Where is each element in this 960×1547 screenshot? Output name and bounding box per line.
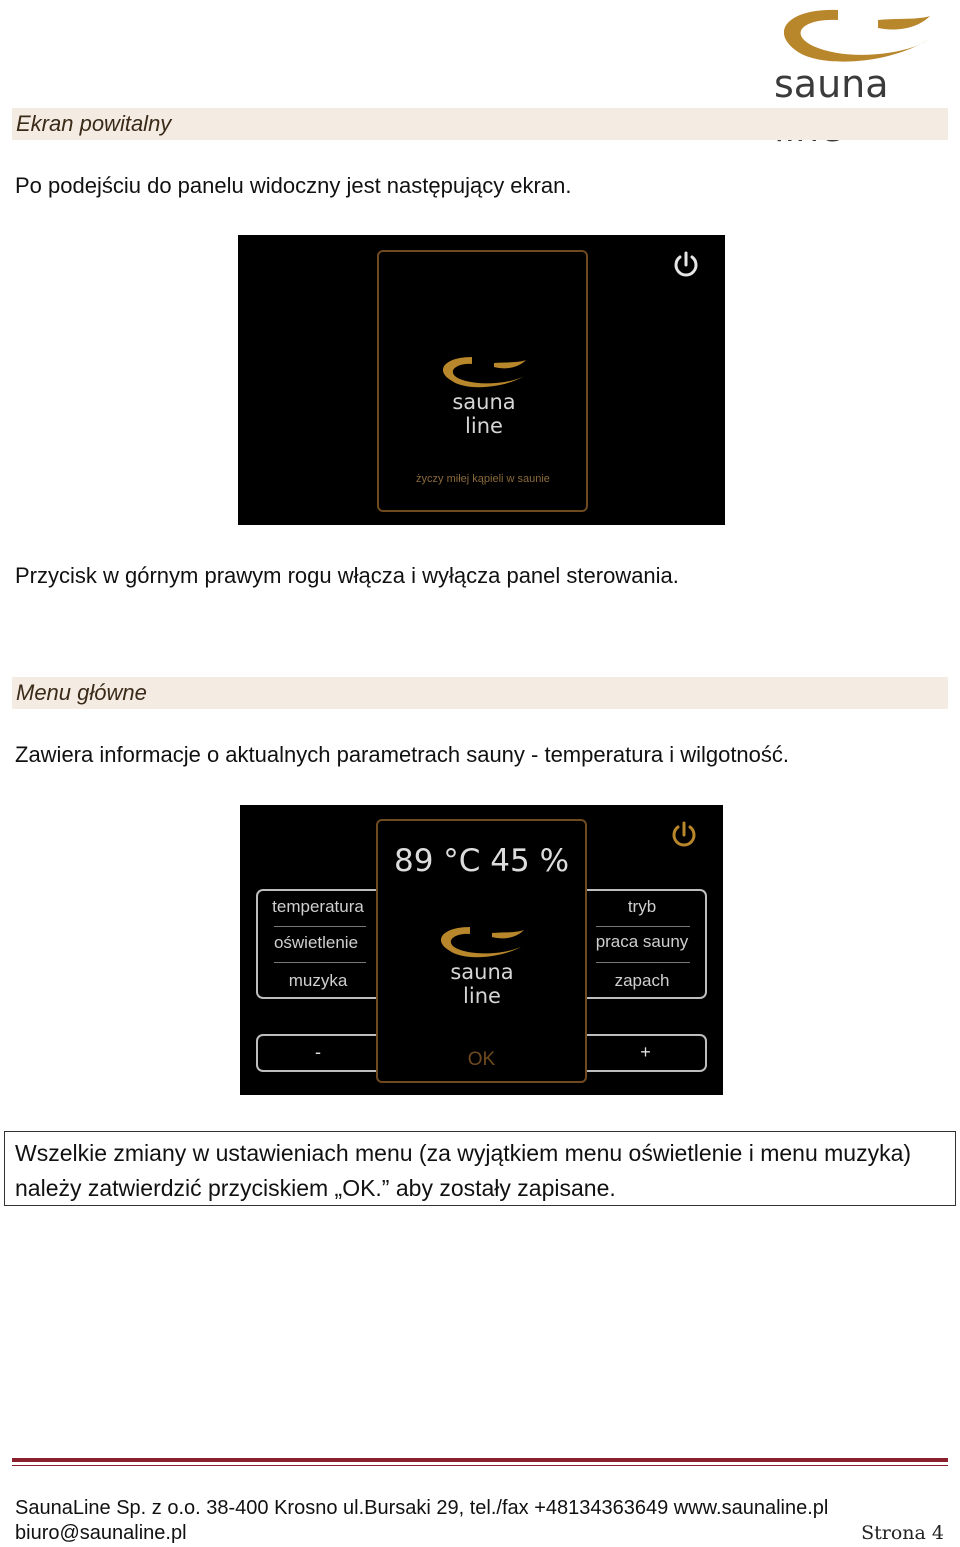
ok-button-label: OK [467, 1049, 496, 1070]
menu-item-muzyka: muzyka [288, 971, 348, 990]
menu-item-temperatura: temperatura [272, 897, 364, 916]
plus-button-label: + [640, 1042, 651, 1062]
power-icon [672, 251, 700, 279]
section-heading-welcome: Ekran powitalny [12, 108, 948, 140]
ok-confirmation-note: Wszelkie zmiany w ustawieniach menu (za wyjątkiem menu oświetlenie i menu muzyka) należy zatwierdzić przyciskiem „OK.” aby zostały zapisane. [4, 1131, 956, 1206]
screen-brand-text: sauna line [450, 960, 514, 1008]
menu-item-tryb: tryb [627, 897, 657, 916]
header-logo [768, 2, 948, 106]
footer-email: biuro@saunaline.pl [15, 1522, 187, 1544]
right-menu-divider [596, 926, 690, 927]
screen-swoosh-icon [434, 353, 534, 395]
left-menu-divider [274, 962, 366, 963]
welcome-screen-image [238, 235, 725, 525]
logo-brand-text: sauna [774, 62, 889, 106]
screen-brand-text: sauna line [452, 390, 516, 438]
main-menu-intro-text: Zawiera informacje o aktualnych parametrach sauny - temperatura i wilgotność. [15, 742, 790, 767]
welcome-intro-text: Po podejściu do panelu widoczny jest następujący ekran. [15, 173, 572, 198]
left-menu-divider [274, 926, 366, 927]
power-button-caption: Przycisk w górnym prawym rogu włącza i wyłącza panel sterowania. [15, 563, 679, 588]
temperature-humidity-readout: 89 °C 45 % [393, 843, 570, 879]
section-heading-main-menu: Menu główne [12, 677, 948, 709]
main-menu-screen-image [240, 805, 723, 1095]
menu-item-praca-sauny: praca sauny [595, 932, 689, 951]
power-icon [670, 821, 698, 849]
menu-item-zapach: zapach [614, 971, 670, 990]
screen-tagline: życzy miłej kąpieli w saunie [416, 473, 550, 485]
menu-item-oswietlenie: oświetlenie [273, 933, 359, 952]
screen-swoosh-icon [432, 923, 532, 965]
page-number: Strona 4 [861, 1522, 944, 1544]
footer-rule-thin [12, 1465, 948, 1466]
footer-address: SaunaLine Sp. z o.o. 38-400 Krosno ul.Bursaki 29, tel./fax +48134363649 www.saunaline.pl [15, 1497, 829, 1519]
footer-rule-thick [12, 1458, 948, 1462]
minus-button-label: - [315, 1042, 321, 1062]
right-menu-divider [596, 962, 690, 963]
